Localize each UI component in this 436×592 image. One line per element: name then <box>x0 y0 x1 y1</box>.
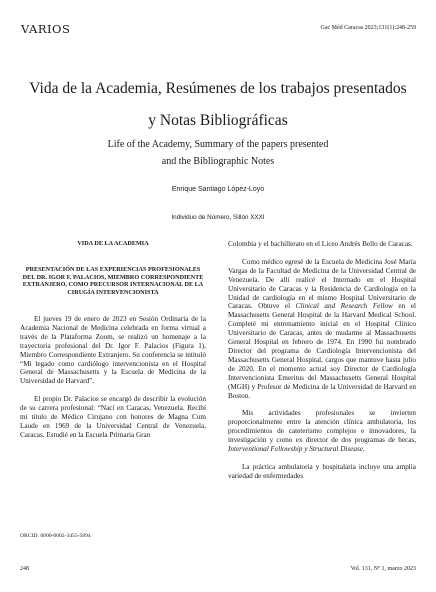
title-spanish-line-1: Vida de la Academia, Resúmenes de los trabajos presentados <box>29 80 407 97</box>
paragraph-text: . <box>362 445 365 454</box>
left-column <box>20 240 206 440</box>
section-heading: VIDA DE LA ACADEMIA <box>77 240 149 247</box>
author-name: Enrique Santiago López-Loyo <box>171 186 265 193</box>
section-tag: VARIOS <box>21 22 71 36</box>
paragraph-text: Como médico egresé de la Escuela de Medicina José María Vargas de la Facultad de Medicina de la Universidad Central de Venezuela. De allí realicé el Internado en el Hospital Universitario de Caracas y la Residencia de Cardiología en la Unidad de cardiología en el mismo Hospital Universitario de Caracas. Obtuve el <box>228 257 416 311</box>
page-number: 248 <box>20 566 29 572</box>
paragraph: La práctica ambulatoria y hospitalaria incluye una amplia variedad de enfermedades <box>228 462 416 480</box>
fellowship-title: Clinical and Research Fellow <box>295 302 393 311</box>
title-english-line-1: Life of the Academy, Summary of the papers presented <box>107 139 329 150</box>
author-affiliation: Individuo de Número, Sillón XXXI <box>171 214 265 221</box>
paragraph: El jueves 19 de enero de 2023 en Sesión Ordinaria de la Academia Nacional de Medicina celebrada en forma virtual a través de la Plataforma Zoom, se realizó un homenaje a la trayectoria profesional del Dr. Igor F. Palacios (Figura 1), Miembro Correspondiente Extranjero. Su conferencia se intituló “Mi legado como cardiólogo intervencionista en el Hospital General de Massachusetts y la Escuela de Medicina de la Universidad de Harvard”. <box>20 314 206 386</box>
paragraph <box>228 409 416 454</box>
title-spanish-line-2: y Notas Bibliográficas <box>148 112 288 129</box>
paragraph-text: en el Massachusetts General Hospital de la Harvard Medical School. Completé mi entrenamiento inicial en el Hospital Clínico Universitario de Caracas, antes de mudarme al Massachusetts General Hospital en febrero de 1974. En 1990 fui nombrado Director del programa de Cardiología Intervencionista del Massachusetts General Hospital, cargos que mantuve hasta julio de 2020. En el momento actual soy Director de Cardiología Intervencionista Emeritus del Massachusetts General Hospital (MGH) y Profesor de Medicina de la Universidad de Harvard en Boston. <box>228 302 416 400</box>
paragraph: Colombia y el bachillerato en el Liceo Andrés Bello de Caracas. <box>228 240 413 248</box>
paragraph <box>228 258 416 401</box>
article-subheading: PRESENTACIÓN DE LAS EXPERIENCIAS PROFESIONALES DEL DR. IGOR F. PALACIOS, MIEMBRO CORRESPONDIENTE EXTRANJERO, COMO PRECURSOR INTERNACIONAL DE LA CIRUGÍA INTERVENCIONISTA <box>22 265 204 297</box>
volume-info: Vol. 131, Nº 1, marzo 2023 <box>350 566 416 572</box>
program-names: Interventional Fellowship y Structural Disease <box>228 445 363 454</box>
journal-reference: Gac Méd Caracas 2023;131(1):248-259 <box>320 25 416 31</box>
paragraph-text: Mis actividades profesionales se invierten proporcionalmente entre la atención clínica ambulatoria, los procedimientos de cateterismo complejos e innovadores, la investigación y como ex director de dos programas de becas, <box>228 409 416 445</box>
orcid-note: ORCID: 0000-0002-3455-5894 <box>20 533 91 539</box>
right-column <box>228 240 416 481</box>
paragraph: El propio Dr. Palacios se encargó de describir la evolución de su carrera profesional: “Nací en Caracas, Venezuela. Recibí mi título de Médico Cirujano con honores de Magna Cum Laude en 1969 de la Universidad Central de Venezuela, Caracas. Estudié en la Escuela Primaria Gran <box>20 395 206 439</box>
title-english-line-2: and the Bibliographic Notes <box>161 156 275 167</box>
